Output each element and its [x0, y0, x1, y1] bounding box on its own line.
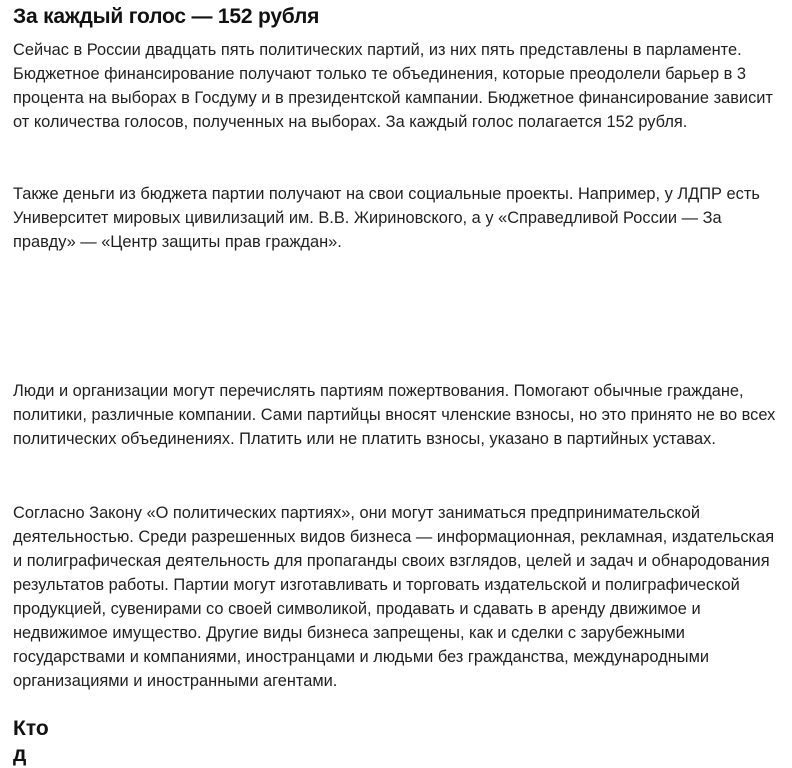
section-heading: За каждый голос — 152 рубля — [13, 5, 320, 28]
paragraph-business-activity: Согласно Закону «О политических партиях», они могут заниматься предпринимательской деятельностью. Среди разрешенных видов бизнеса — информационная, рекламная, издательская и полиграфическая деятельность для пропаганды своих взглядов, целей и задач и обнародования результатов работы. Партии могут изготавливать и торговать издательской и полиграфической продукцией, сувенирами со своей символикой, продавать и сдавать в аренду движимое и недвижимое имущество. Другие виды бизнеса запрещены, как и сделки с зарубежными государствами и компаниями, иностранцами и людьми без гражданства, международными организациями и иностранными агентами. — [13, 504, 775, 690]
paragraph-budget-funding: Сейчас в России двадцать пять политических партий, из них пять представлены в парламенте. Бюджетное финансирование получают только те объединения, которые преодолели барьер в 3 процента на выборах в Госдуму и в президентской кампании. Бюджетное финансирование зависит от количества голосов, полученных на выборах. За каждый голос полагается 152 рубля. — [13, 41, 773, 131]
next-section-heading-partial: Кто д — [13, 717, 49, 766]
paragraph-donations: Люди и организации могут перечислять партиям пожертвования. Помогают обычные граждане, политики, различные компании. Сами партийцы вносят членские взносы, но это принято не во всех политических объединениях. Платить или не платить взносы, указано в партийных уставах. — [13, 382, 776, 448]
next-section-heading-cutoff — [13, 716, 53, 766]
paragraph-social-projects: Также деньги из бюджета партии получают на свои социальные проекты. Например, у ЛДПР есть Университет мировых цивилизаций им. В.В. Жириновского, а у «Справедливой России — За правду» — «Центр защиты прав граждан». — [13, 185, 760, 251]
article — [13, 0, 785, 766]
